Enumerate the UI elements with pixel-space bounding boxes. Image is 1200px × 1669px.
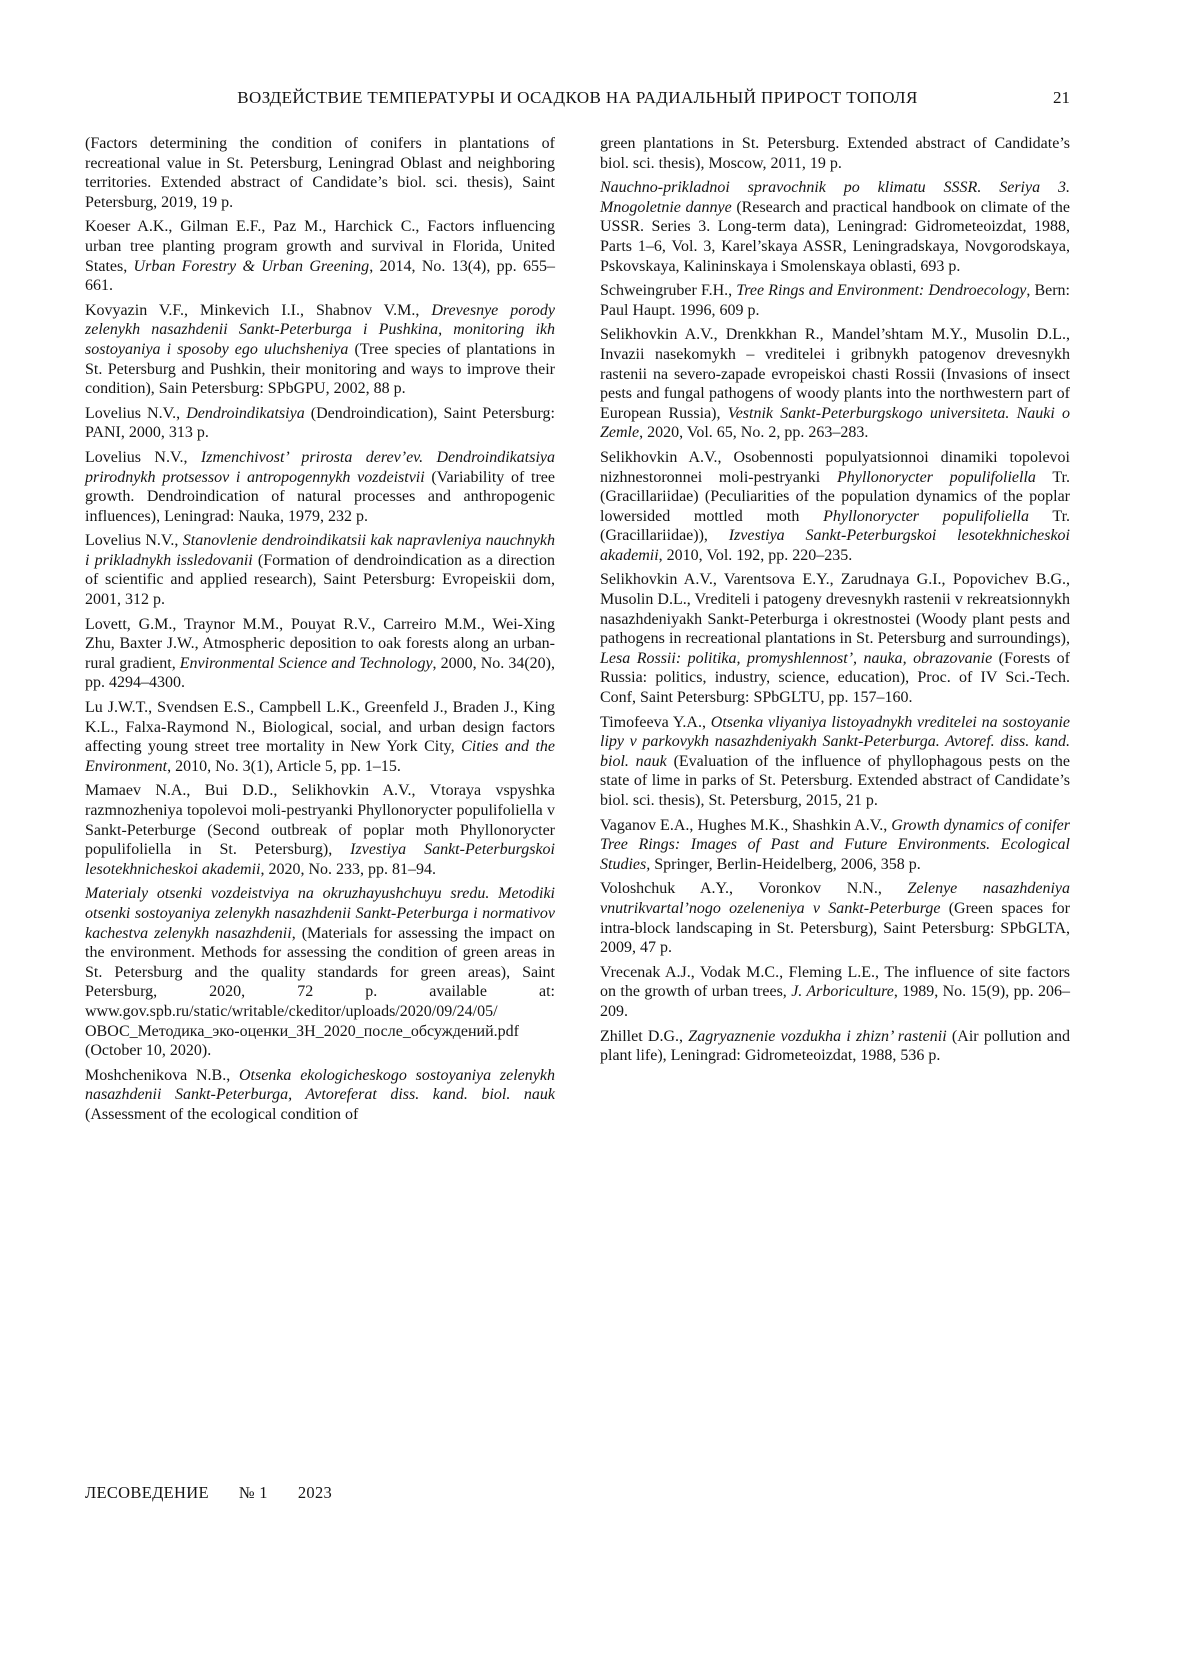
reference-segment: Vaganov E.A., Hughes M.K., Shashkin A.V., [600, 816, 892, 834]
reference-item [600, 281, 1070, 320]
reference-item [600, 570, 1070, 707]
reference-segment: Kovyazin V.F., Minkevich I.I., Shabnov V.M., [85, 301, 432, 319]
journal-name: ЛЕСОВЕДЕНИЕ [85, 1483, 209, 1502]
reference-segment: Selikhovkin A.V., Varentsova E.Y., Zarudnaya G.I., Popovichev B.G., Musolin D.L., Vrediteli i patogeny drevesnykh rastenii v rekreatsionnykh nasazhdeniyakh Sankt-Peterburga i okrestnostei (Woody plant pests and pathogens in recreational plantations in St. Petersburg and surroundings), [600, 571, 1070, 648]
reference-segment: Lovett, G.M., Traynor M.M., Pouyat R.V., Carreiro M.M., Wei-Xing Zhu, Baxter J.W., Atmospheric deposition to oak forests along an urban-rural gradient, [85, 615, 555, 672]
reference-segment: Izvestiya Sankt-Peterburgskoi lesotekhnicheskoi akademii [600, 527, 1070, 564]
reference-segment: Izvestiya Sankt-Peterburgskoi lesotekhnicheskoi akademii [85, 841, 556, 878]
reference-segment: Growth dynamics of conifer Tree Rings: Images of Past and Future Environments. Ecological Studies, [600, 816, 1071, 873]
reference-segment: Environmental Science and Technology [179, 654, 433, 672]
reference-segment: , (Materials for assessing the impact on the environment. Methods for assessing the condition of green areas in St. Petersburg and the quality standards for green areas), Saint Petersburg, 2020, 72 p. available at: www.gov.spb.ru/static/writable/ckeditor/uploads/2020/09/24/05/ОВОС_Методика_эко-оценки_ЗН_2020_после_обсуждений.pdf (October 10, 2020). [85, 924, 555, 1060]
references-columns [85, 134, 1070, 1125]
reference-segment: Zhillet D.G., [600, 1027, 689, 1045]
reference-segment: Cities and the Environment [85, 738, 555, 775]
reference-item [600, 713, 1070, 811]
reference-item [85, 781, 555, 879]
reference-segment: Otsenka vliyaniya listoyadnykh vreditelei na sostoyanie lipy v parkovykh nasazhdeniyakh Sankt-Peterburga. Avtoref. diss. kand. biol. nauk [600, 713, 1070, 770]
reference-segment: Zagryaznenie vozdukha i zhizn’ rastenii [688, 1027, 947, 1045]
reference-item [85, 134, 555, 212]
reference-item [85, 615, 555, 693]
reference-segment: (Research and practical handbook on climate of the USSR. Series 3. Long-term data), Leningrad: Gidrometeoizdat, 1988, Parts 1–6, Vol. 3, Karel’skaya ASSR, Leningradskaya, Novgorodskaya, Pskovskaya, Kalininskaya i Smolenskaya oblasti, 693 p. [600, 198, 1070, 275]
reference-item [600, 448, 1070, 566]
reference-segment: (Assessment of the ecological condition of [85, 1105, 359, 1123]
reference-segment: Materialy otsenki vozdeistviya na okruzhayushchuyu sredu. Metodiki otsenki sostoyaniya zelenykh nasazhdenii Sankt-Peterburga i normativov kachestva zelenykh nasazhdenii [85, 885, 555, 942]
reference-segment: (Tree species of plantations in St. Petersburg and Pushkin, their monitoring and ways to improve their condition), Sain Petersburg: SPbGPU, 2002, 88 p. [85, 340, 555, 398]
reference-segment: Phyllonorycter populifoliella [823, 507, 1029, 525]
reference-item [600, 178, 1070, 276]
reference-segment: Dendroindikatsiya [186, 404, 305, 422]
reference-segment: Drevesnye porody zelenykh nasazhdenii Sankt-Peterburga i Pushkina, monitoring ikh sostoyaniya i sposoby ego uluchsheniya [85, 301, 556, 358]
page-header [85, 88, 1070, 110]
reference-segment: (Forests of Russia: politics, industry, science, education), Proc. of IV Sci.-Tech. Conf, Saint Petersburg: SPbGLTU, pp. 157–160. [600, 649, 1070, 707]
page-number: 21 [1053, 88, 1070, 107]
references-column-right [600, 134, 1070, 1125]
reference-segment: Voloshchuk A.Y., Voronkov N.N., [600, 880, 908, 898]
reference-segment: Schweingruber F.H., [600, 282, 737, 300]
reference-segment: (Air pollution and plant life), Leningrad: Gidrometeoizdat, 1988, 536 p. [600, 1027, 1070, 1065]
reference-segment: (Evaluation of the influence of phyllophagous pests on the state of lime in parks of St. Petersburg. Extended abstract of Candidate’s biol. sci. thesis), St. Petersburg, 2015, 21 p. [600, 752, 1070, 809]
reference-segment: Tr. (Gracillariidae) (Peculiarities of the population dynamics of the poplar lowersided mottled moth [600, 468, 1070, 525]
reference-segment: Vrecenak A.J., Vodak M.C., Fleming L.E., The influence of site factors on the growth of urban trees, [600, 963, 1070, 1001]
issue-number: № 1 [238, 1483, 268, 1502]
reference-segment: , 1989, No. 15(9), pp. 206–209. [600, 983, 1070, 1020]
reference-item [600, 134, 1070, 173]
footer-year: 2023 [297, 1483, 333, 1502]
reference-segment: Stanovlenie dendroindikatsii kak napravleniya nauchnykh i prikladnykh issledovanii [85, 532, 556, 569]
reference-segment: Phyllonorycter populifoliella [836, 468, 1036, 486]
page-footer [85, 1483, 332, 1503]
reference-segment: Lovelius N.V., [85, 404, 187, 422]
reference-segment: , 2014, No. 13(4), pp. 655–661. [85, 257, 555, 295]
reference-item [85, 448, 555, 526]
reference-segment: Moshchenikova N.B., [85, 1066, 239, 1084]
reference-segment: Lu J.W.T., Svendsen E.S., Campbell L.K., Greenfeld J., Braden J., King K.L., Falxa-Raymond N., Biological, social, and urban design factors affecting young street tree mortality in New York City, [85, 699, 555, 756]
reference-item [600, 816, 1070, 875]
reference-item [85, 301, 555, 399]
reference-segment: (Factors determining the condition of conifers in plantations of recreational value in St. Petersburg, Leningrad Oblast and neighboring territories. Extended abstract of Candidate’s biol. sci. thesis), Saint Petersburg, 2019, 19 p. [85, 135, 555, 211]
reference-segment: Vestnik Sankt-Peterburgskogo universiteta. Nauki o Zemle [600, 404, 1070, 442]
reference-item [85, 531, 555, 609]
reference-segment: , 2010, No. 3(1), Article 5, pp. 1–15. [167, 757, 401, 775]
reference-segment: Izmenchivost’ prirosta derev’ev. Dendroindikatsiya prirodnykh protsessov i antropogennykh vozdeistvii [85, 448, 555, 486]
reference-segment: J. Arboriculture [791, 983, 894, 1001]
reference-segment: Selikhovkin A.V., Drenkkhan R., Mandel’shtam M.Y., Musolin D.L., Invazii nasekomykh – vreditelei i gribnykh patogenov drevesnykh rastenii na severo-zapade evropeiskoi chasti Rossii (Invasions of insect pests and fungal pathogens of woody plants into the northwestern part of European Russia), [600, 326, 1070, 422]
reference-segment: Nauchno-prikladnoi spravochnik po klimatu SSSR. Seriya 3. Mnogoletnie dannye [600, 179, 1070, 216]
reference-item [85, 884, 555, 1060]
reference-segment: , 2000, No. 34(20), pp. 4294–4300. [85, 654, 555, 692]
reference-segment: (Formation of dendroindication as a direction of scientific and applied research), Saint Petersburg: Evropeiskii dom, 2001, 312 p. [85, 551, 555, 609]
references-column-left [85, 134, 555, 1125]
reference-segment: Otsenka ekologicheskogo sostoyaniya zelenykh nasazhdenii Sankt-Peterburga, Avtoreferat diss. kand. biol. nauk [85, 1066, 555, 1104]
reference-segment: , 2020, Vol. 65, No. 2, pp. 263–283. [639, 424, 869, 442]
reference-segment: Tree Rings and Environment: Dendroecology [736, 282, 1027, 300]
reference-segment: Urban Forestry & Urban Greening [133, 257, 370, 275]
reference-segment: Koeser A.K., Gilman E.F., Paz M., Harchick C., Factors influencing urban tree planting program growth and survival in Florida, United States, [85, 218, 555, 275]
reference-segment: Mamaev N.A., Bui D.D., Selikhovkin A.V., Vtoraya vspyshka razmnozheniya topolevoi moli-pestryanki Phyllonorycter populifoliella v Sankt-Peterburge (Second outbreak of poplar moth Phyllonorycter populifoliella in St. Petersburg), [85, 782, 555, 859]
reference-segment: Springer, Berlin-Heidelberg, 2006, 358 p. [650, 855, 921, 873]
running-title: ВОЗДЕЙСТВИЕ ТЕМПЕРАТУРЫ И ОСАДКОВ НА РАДИАЛЬНЫЙ ПРИРОСТ ТОПОЛЯ [237, 88, 918, 107]
reference-segment: Lovelius N.V., [85, 448, 201, 466]
reference-item [600, 325, 1070, 443]
reference-item [600, 879, 1070, 957]
reference-item [85, 698, 555, 776]
reference-segment: green plantations in St. Petersburg. Extended abstract of Candidate’s biol. sci. thesis), Moscow, 2011, 19 p. [600, 135, 1070, 172]
reference-item [85, 1066, 555, 1125]
reference-segment: , 2010, Vol. 192, pp. 220–235. [658, 546, 853, 564]
reference-segment: (Dendroindication), Saint Petersburg: PANI, 2000, 313 p. [85, 404, 555, 442]
reference-segment: Tr. (Gracillariidae)), [600, 507, 1071, 545]
reference-segment: Lesa Rossii: politika, promyshlennost’, nauka, obrazovanie [600, 649, 993, 667]
reference-item [85, 404, 555, 443]
reference-segment: Timofeeva Y.A., [600, 713, 711, 731]
reference-item [600, 963, 1070, 1022]
reference-item [85, 217, 555, 295]
reference-segment: (Variability of tree growth. Dendroindication of natural processes and anthropogenic influences), Leningrad: Nauka, 1979, 232 p. [85, 468, 555, 525]
reference-segment: Selikhovkin A.V., Osobennosti populyatsionnoi dinamiki topolevoi nizhnestoronnei moli-pestryanki [600, 448, 1070, 486]
reference-segment: Lovelius N.V., [85, 532, 183, 550]
reference-segment: Zelenye nasazhdeniya vnutrikvartal’nogo ozeleneniya v Sankt-Peterburge [600, 880, 1070, 917]
reference-segment: (Green spaces for intra-block landscaping in St. Petersburg), Saint Petersburg: SPbGLTA, 2009, 47 p. [600, 899, 1071, 957]
reference-segment: , Bern: Paul Haupt. 1996, 609 p. [600, 282, 1071, 319]
reference-segment: , 2020, No. 233, pp. 81–94. [260, 860, 437, 878]
reference-item [600, 1027, 1070, 1066]
